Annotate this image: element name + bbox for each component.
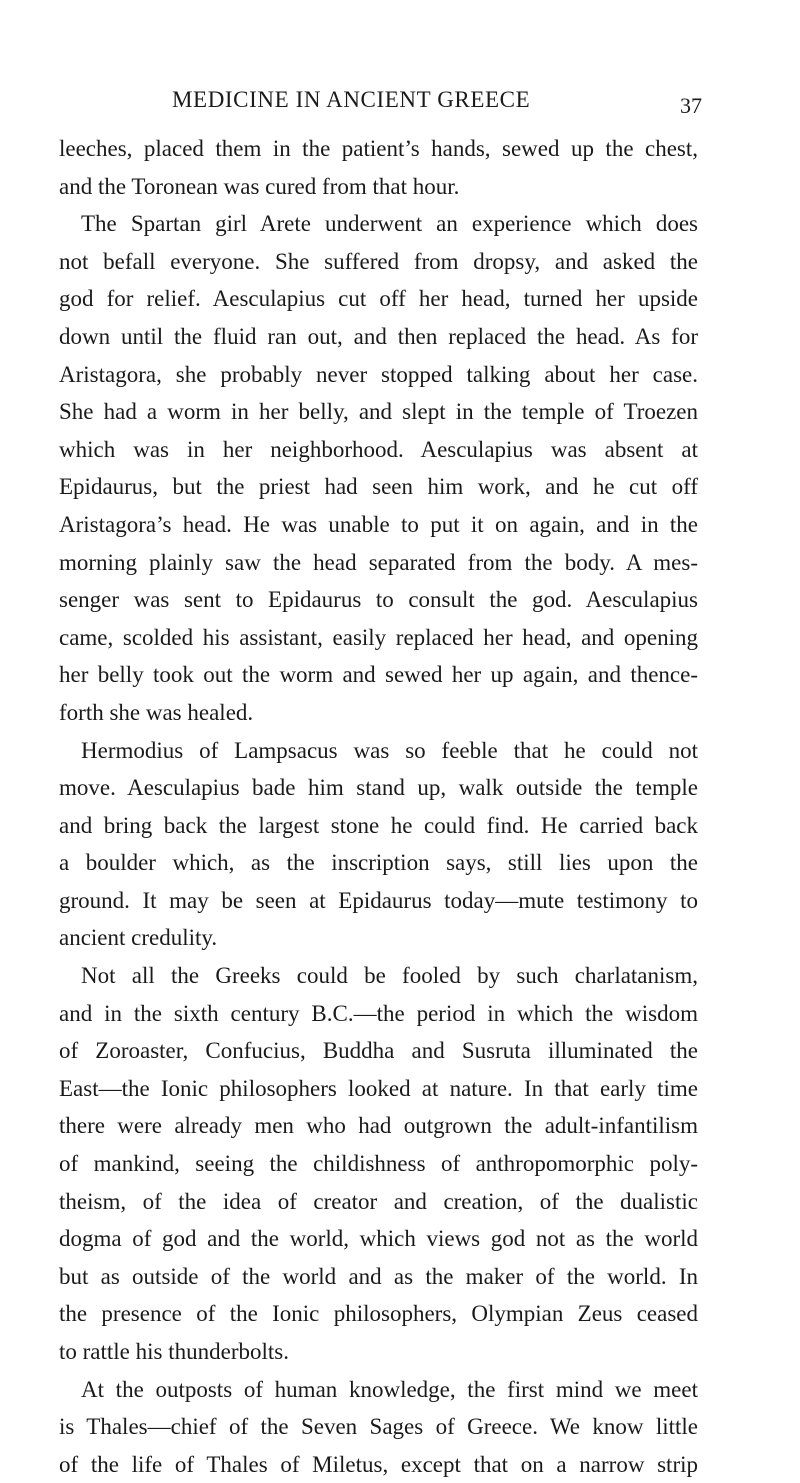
text-line: god for relief. Aesculapius cut off her head, turned her upside (59, 286, 698, 312)
text-line: Epidaurus, but the priest had seen him work, and he cut off (59, 474, 698, 500)
text-line: of mankind, seeing the childishness of anthropomorphic poly- (59, 1151, 698, 1177)
text-line: East—the Ionic philosophers looked at nature. In that early time (59, 1075, 698, 1101)
text-line: of Zoroaster, Confucius, Buddha and Susruta illuminated the (59, 1038, 698, 1064)
text-line: dogma of god and the world, which views god not as the world (59, 1226, 698, 1252)
text-line: theism, of the idea of creator and creation, of the dualistic (59, 1188, 698, 1214)
text-line: Aristagora’s head. He was unable to put it on again, and in the (59, 511, 698, 537)
text-line: The Spartan girl Arete underwent an experience which does (81, 211, 698, 237)
text-line: and in the sixth century B.C.—the period in which the wisdom (59, 1000, 698, 1026)
text-line: and the Toronean was cured from that hour. (59, 173, 460, 199)
text-line: Not all the Greeks could be fooled by such charlatanism, (81, 963, 698, 989)
text-line: the presence of the Ionic philosophers, Olympian Zeus ceased (59, 1301, 698, 1327)
running-head-title: MEDICINE IN ANCIENT GREECE (172, 87, 531, 112)
text-line: ground. It may be seen at Epidaurus today—mute testimony to (59, 887, 698, 913)
text-line: there were already men who had outgrown the adult-infantilism (59, 1113, 698, 1139)
text-line: but as outside of the world and as the maker of the world. In (59, 1263, 698, 1289)
text-line: of the life of Thales of Miletus, except that on a narrow strip (59, 1451, 698, 1477)
text-line: leeches, placed them in the patient’s hands, sewed up the chest, (59, 136, 698, 161)
page-number: 37 (680, 93, 702, 118)
text-line: She had a worm in her belly, and slept in the temple of Troezen (59, 399, 698, 425)
body-text (59, 130, 698, 1483)
text-line: senger was sent to Epidaurus to consult the god. Aesculapius (59, 587, 698, 613)
text-line: At the outposts of human knowledge, the first mind we meet (81, 1376, 698, 1402)
text-line: which was in her neighborhood. Aesculapius was absent at (59, 436, 698, 462)
text-line: is Thales—chief of the Seven Sages of Greece. We know little (59, 1414, 698, 1440)
text-line: ancient credulity. (59, 925, 218, 951)
text-line: a boulder which, as the inscription says, still lies upon the (59, 850, 698, 876)
text-line: Aristagora, she probably never stopped talking about her case. (59, 361, 698, 387)
text-line: down until the fluid ran out, and then replaced the head. As for (59, 323, 698, 349)
text-line: and bring back the largest stone he could find. He carried back (59, 812, 698, 838)
text-line: forth she was healed. (59, 699, 254, 725)
text-line: Hermodius of Lampsacus was so feeble that he could not (81, 737, 698, 763)
text-line: her belly took out the worm and sewed her up again, and thence- (59, 662, 698, 688)
text-line: not befall everyone. She suffered from dropsy, and asked the (59, 248, 698, 274)
text-line: morning plainly saw the head separated from the body. A mes- (59, 549, 698, 575)
text-line: came, scolded his assistant, easily replaced her head, and opening (59, 624, 698, 650)
text-line: to rattle his thunderbolts. (59, 1339, 289, 1364)
text-line: move. Aesculapius bade him stand up, walk outside the temple (59, 775, 698, 801)
